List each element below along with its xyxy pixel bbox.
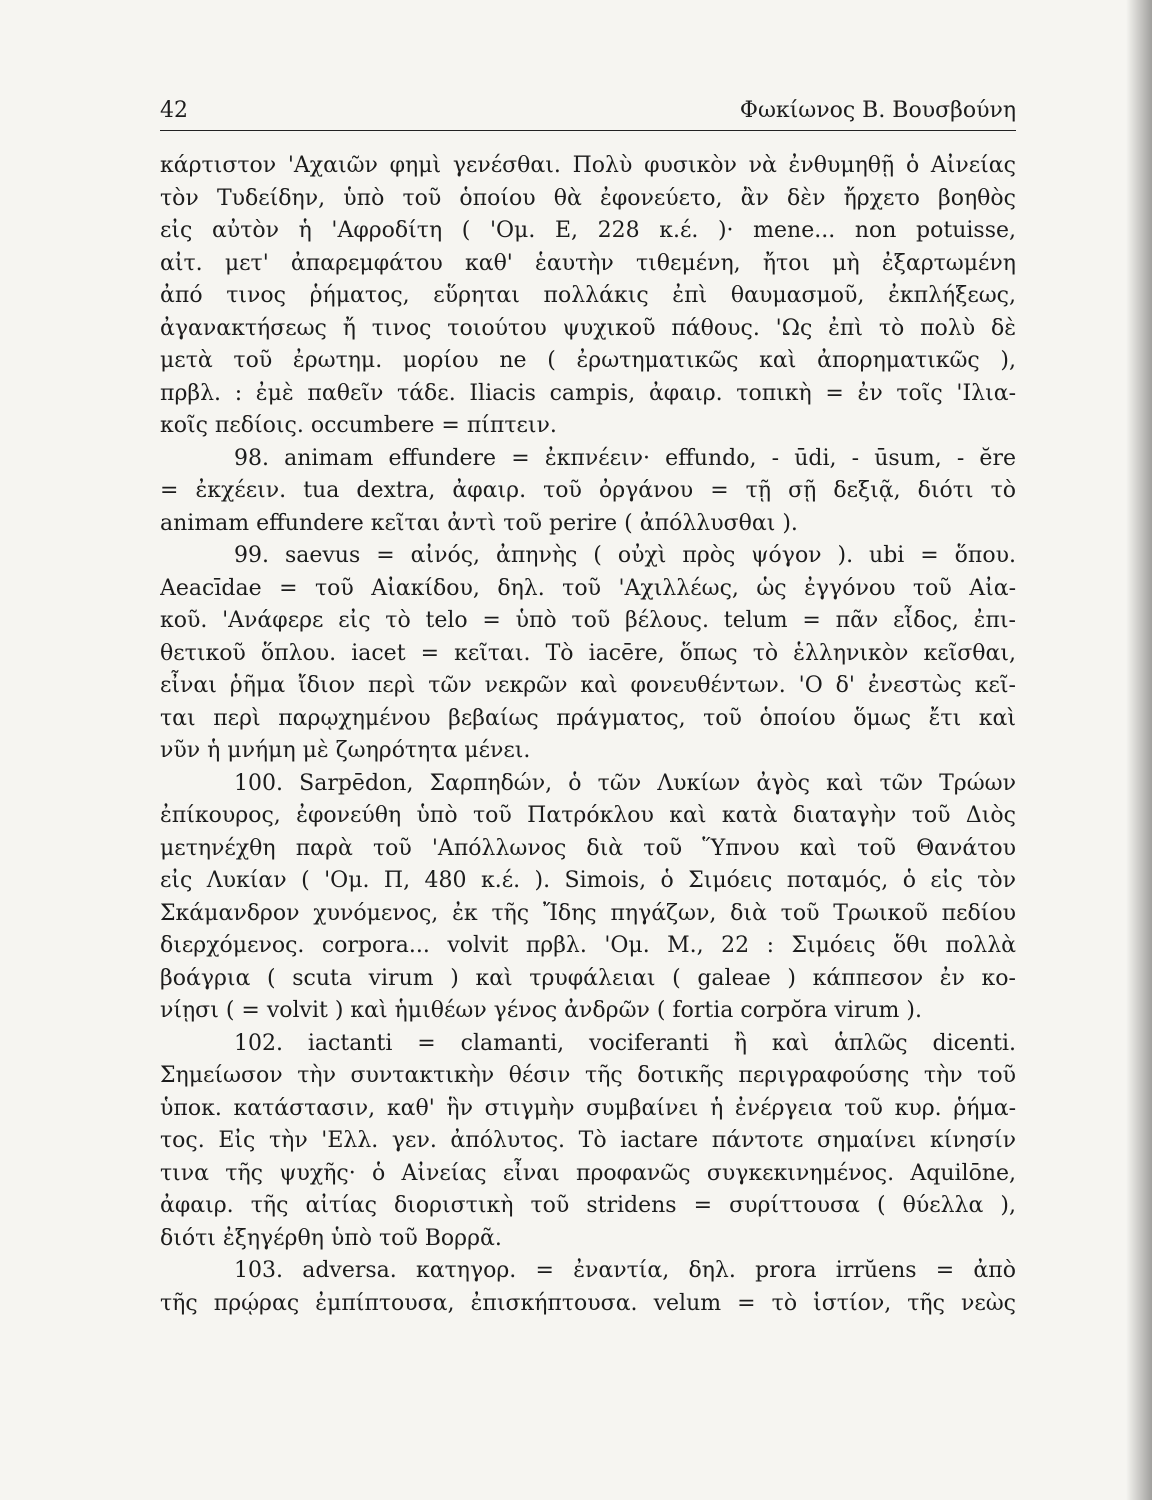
text-line: πρβλ. : ἐμὲ παθεῖν τάδε. Iliacis campis, ἀφαιρ. τοπικὴ = ἐν τοῖς 'Ιλια-	[160, 380, 1016, 406]
text-line: ἀπό τινος ῥήματος, εὕρηται πολλάκις ἐπὶ θαυμασμοῦ, ἐκπλήξεως,	[160, 283, 1016, 308]
text-line: 99. saevus = αἰνός, ἀπηνὴς ( οὐχὶ πρὸς ψόγον ). ubi = ὅπου.	[234, 543, 1016, 568]
text-line: κάρτιστον 'Αχαιῶν φημὶ γενέσθαι. Πολὺ φυσικὸν νὰ ἐνθυμηθῇ ὁ Αἰνείας	[160, 153, 1016, 178]
text-line: 100. Sarpēdon, Σαρπηδών, ὁ τῶν Λυκίων ἀγὸς καὶ τῶν Τρώων	[234, 770, 1016, 796]
text-line: ἐπίκουρος, ἐφονεύθη ὑπὸ τοῦ Πατρόκλου καὶ κατὰ διαταγὴν τοῦ Διὸς	[160, 803, 1016, 828]
text-line: κοῖς πεδίοις. occumbere = πίπτειν.	[160, 413, 557, 438]
text-line: εἰς Λυκίαν ( 'Ομ. Π, 480 κ.έ. ). Simois, ὁ Σιμόεις ποταμός, ὁ εἰς τὸν	[160, 868, 1016, 893]
page-body	[160, 150, 1016, 1320]
text-line: εἰς αὐτὸν ἡ 'Αφροδίτη ( 'Ομ. Ε, 228 κ.έ. )· mene... non potuisse,	[160, 218, 1016, 243]
text-line: βοάγρια ( scuta virum ) καὶ τρυφάλειαι ( galeae ) κάππεσον ἐν κο-	[160, 965, 1016, 991]
text-line: 103. adversa. κατηγορ. = ἐναντία, δηλ. prora irrŭens = ἀπὸ	[234, 1258, 1016, 1283]
page-number: 42	[160, 98, 188, 123]
running-title: Φωκίωνος Β. Βουσβούνη	[739, 98, 1016, 123]
text-line: τος. Εἰς τὴν 'Ελλ. γεν. ἀπόλυτος. Τὸ iactare πάντοτε σημαίνει κίνησίν	[160, 1128, 1016, 1153]
text-line: Aeacīdae = τοῦ Αἰακίδου, δηλ. τοῦ 'Αχιλλέως, ὡς ἐγγόνου τοῦ Αἰα-	[160, 575, 1016, 601]
text-line: ὑποκ. κατάστασιν, καθ' ἣν στιγμὴν συμβαίνει ἡ ἐνέργεια τοῦ κυρ. ῥήμα-	[160, 1095, 1016, 1121]
text-line: τὸν Τυδείδην, ὑπὸ τοῦ ὁποίου θὰ ἐφονεύετο, ἂν δὲν ἤρχετο βοηθὸς	[160, 185, 1016, 211]
text-line: διότι ἐξηγέρθη ὑπὸ τοῦ Βορρᾶ.	[160, 1225, 502, 1251]
text-line: ται περὶ παρῳχημένου βεβαίως πράγματος, τοῦ ὁποίου ὅμως ἔτι καὶ	[160, 705, 1016, 731]
text-line: εἶναι ῥῆμα ἴδιον περὶ τῶν νεκρῶν καὶ φονευθέντων. 'Ο δ' ἐνεστὼς κεῖ-	[160, 673, 1016, 698]
text-line: 102. iactanti = clamanti, vociferanti ἢ καὶ ἁπλῶς dicenti.	[234, 1030, 1016, 1056]
text-line: ἀγανακτήσεως ἤ τινος τοιούτου ψυχικοῦ πάθους. 'Ως ἐπὶ τὸ πολὺ δὲ	[160, 315, 1016, 341]
text-line: νίῃσι ( = volvit ) καὶ ἡμιθέων γένος ἀνδρῶν ( fortia corpŏra virum ).	[160, 998, 922, 1023]
running-header	[160, 96, 1016, 131]
text-line: Σημείωσον τὴν συντακτικὴν θέσιν τῆς δοτικῆς περιγραφούσης τὴν τοῦ	[160, 1063, 1016, 1088]
text-line: ἀφαιρ. τῆς αἰτίας διοριστικὴ τοῦ stridens = συρίττουσα ( θύελλα ),	[160, 1193, 1016, 1218]
text-line: τῆς πρῴρας ἐμπίπτουσα, ἐπισκήπτουσα. velum = τὸ ἱστίον, τῆς νεὼς	[160, 1290, 1016, 1316]
text-line: κοῦ. 'Ανάφερε εἰς τὸ telo = ὑπὸ τοῦ βέλους. telum = πᾶν εἶδος, ἐπι-	[160, 608, 1016, 633]
text-line: = ἐκχέειν. tua dextra, ἀφαιρ. τοῦ ὀργάνου = τῇ σῇ δεξιᾷ, διότι τὸ	[160, 478, 1016, 503]
text-line: τινα τῆς ψυχῆς· ὁ Αἰνείας εἶναι προφανῶς συγκεκινημένος. Aquilōne,	[160, 1160, 1016, 1186]
text-line: νῦν ἡ μνήμη μὲ ζωηρότητα μένει.	[160, 738, 531, 763]
text-line: μετηνέχθη παρὰ τοῦ 'Απόλλωνος διὰ τοῦ Ὕπνου καὶ τοῦ Θανάτου	[160, 835, 1016, 861]
text-line: διερχόμενος. corpora... volvit πρβλ. 'Ομ. Μ., 22 : Σιμόεις ὅθι πολλὰ	[160, 933, 1016, 958]
text-line: θετικοῦ ὅπλου. iacet = κεῖται. Τὸ iacēre, ὅπως τὸ ἑλληνικὸν κεῖσθαι,	[160, 640, 1016, 666]
page-edge-shadow	[1126, 0, 1152, 1500]
text-line: μετὰ τοῦ ἐρωτημ. μορίου ne ( ἐρωτηματικῶς καὶ ἀπορηματικῶς ),	[160, 348, 1016, 373]
text-line: animam effundere κεῖται ἀντὶ τοῦ perire ( ἀπόλλυσθαι ).	[160, 510, 798, 536]
text-line: Σκάμανδρον χυνόμενος, ἐκ τῆς Ἴδης πηγάζων, διὰ τοῦ Τρωικοῦ πεδίου	[160, 900, 1016, 926]
text-line: αἰτ. μετ' ἀπαρεμφάτου καθ' ἑαυτὴν τιθεμένη, ἤτοι μὴ ἐξαρτωμένη	[160, 250, 1016, 276]
text-line: 98. animam effundere = ἐκπνέειν· effundo, - ūdi, - ūsum, - ĕre	[234, 445, 1016, 471]
